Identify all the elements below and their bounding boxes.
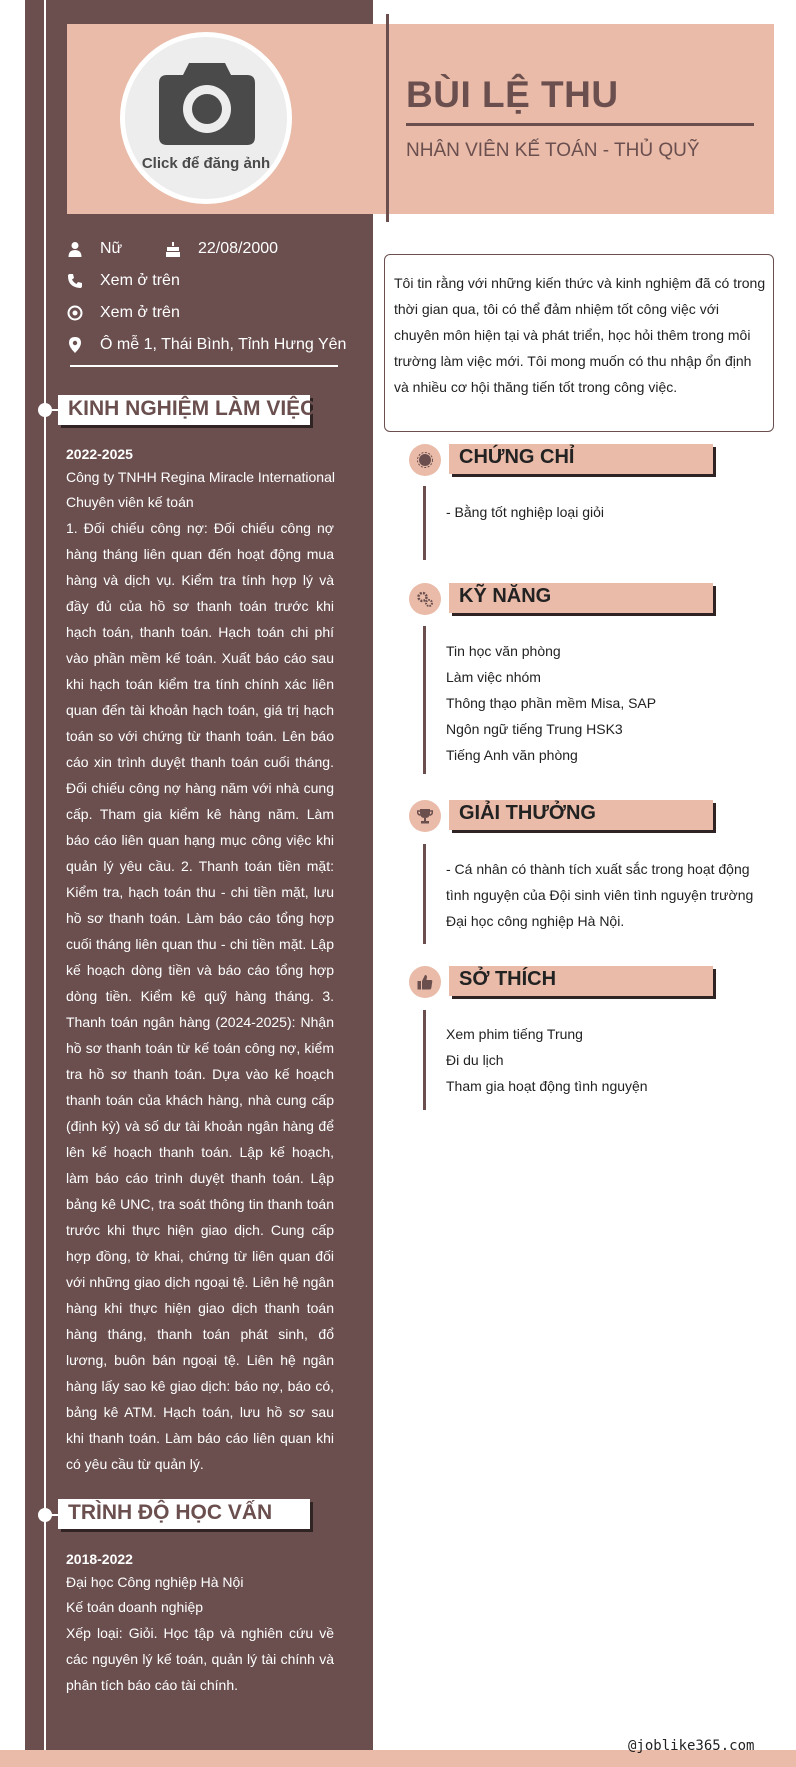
skill-item: Tin học văn phòng <box>446 643 561 659</box>
header-divider <box>386 14 389 222</box>
candidate-name: BÙI LỆ THU <box>406 74 619 115</box>
awards-icon-badge <box>409 800 441 832</box>
cake-icon <box>165 241 181 257</box>
experience-role: Chuyên viên kế toán <box>66 494 194 510</box>
photo-upload-label: Click để đăng ảnh <box>141 155 271 172</box>
trophy-icon <box>417 808 433 824</box>
birthday-value: 22/08/2000 <box>198 240 279 257</box>
section-line <box>423 626 426 774</box>
experience-company: Công ty TNHH Regina Miracle International <box>66 469 335 485</box>
site-watermark: @joblike365.com <box>628 1738 755 1754</box>
awards-title-text: GIẢI THƯỞNG <box>459 802 596 824</box>
awards-section-title <box>449 800 713 830</box>
name-divider <box>406 123 754 126</box>
section-line <box>423 1010 426 1110</box>
email-value: Xem ở trên <box>100 304 180 321</box>
experience-section-title <box>58 395 316 425</box>
certificate-item: - Bằng tốt nghiệp loại giỏi <box>446 504 604 520</box>
section-line <box>423 844 426 944</box>
certificate-icon-badge <box>409 444 441 476</box>
section-line <box>423 486 426 560</box>
experience-title-text: KINH NGHIỆM LÀM VIỆC <box>68 397 316 420</box>
contact-divider <box>70 365 338 367</box>
job-position: NHÂN VIÊN KẾ TOÁN - THỦ QUỸ <box>406 140 700 161</box>
hobbies-section-title <box>449 966 713 996</box>
timeline-tick <box>46 1514 58 1516</box>
skill-item: Ngôn ngữ tiếng Trung HSK3 <box>446 721 623 737</box>
gears-icon <box>417 591 433 607</box>
education-title-text: TRÌNH ĐỘ HỌC VẤN <box>68 1501 273 1524</box>
career-objective-box <box>384 254 774 432</box>
skills-title-text: KỸ NĂNG <box>459 585 552 607</box>
gender-value: Nữ <box>100 240 123 257</box>
education-description: Xếp loại: Giỏi. Học tập và nghiên cứu về các nguyên lý kế toán, quản lý tài chính và phân tích báo cáo tài chính. <box>66 1625 334 1693</box>
hobbies-icon-badge <box>409 966 441 998</box>
address-value: Ô mễ 1, Thái Bình, Tỉnh Hưng Yên <box>100 336 347 353</box>
hobby-item: Tham gia hoạt động tình nguyện <box>446 1078 648 1094</box>
career-objective-text: Tôi tin rằng với những kiến thức và kinh nghiệm đã có trong thời gian qua, tôi có thể đảm nhiệm tốt công việc với chuyên môn hiện tại và phát triển, học hỏi thêm trong môi trường làm việc mới. Tôi mong muốn có thu nhập ổn định và nhiều cơ hội thăng tiến tốt trong công việc. <box>394 275 766 395</box>
skills-section-title <box>449 583 713 613</box>
user-icon <box>67 241 83 257</box>
timeline-tick <box>46 409 58 411</box>
education-section-title <box>58 1499 310 1529</box>
award-text: - Cá nhân có thành tích xuất sắc trong hoạt động tình nguyện của Đội sinh viên tình nguyện trường Đại học công nghiệp Hà Nội. <box>446 861 754 929</box>
left-timeline-line <box>44 0 46 1767</box>
phone-icon <box>67 273 83 289</box>
skill-item: Thông thạo phần mềm Misa, SAP <box>446 695 657 711</box>
skill-item: Làm việc nhóm <box>446 669 541 685</box>
experience-period: 2022-2025 <box>66 446 133 462</box>
education-school: Đại học Công nghiệp Hà Nội <box>66 1574 244 1590</box>
skill-item: Tiếng Anh văn phòng <box>446 747 578 763</box>
education-major: Kế toán doanh nghiệp <box>66 1599 204 1615</box>
hobby-item: Đi du lịch <box>446 1052 504 1068</box>
certificates-title-text: CHỨNG CHỈ <box>459 446 575 468</box>
hobbies-title-text: SỞ THÍCH <box>459 968 557 990</box>
certificates-section-title <box>449 444 713 474</box>
skills-icon-badge <box>409 583 441 615</box>
hobby-item: Xem phim tiếng Trung <box>446 1026 583 1042</box>
avatar-upload[interactable] <box>120 32 292 204</box>
location-pin-icon <box>67 337 83 353</box>
education-period: 2018-2022 <box>66 1551 133 1567</box>
thumbs-up-icon <box>417 974 433 990</box>
experience-description: 1. Đối chiếu công nợ: Đối chiếu công nợ hàng tháng liên quan đến hoạt động mua hàng và dịch vụ. Kiểm tra tính hợp lý và đầy đủ của hồ sơ thanh toán trước khi hạch toán, thanh toán. Hạch toán chi phí vào phần mềm kế toán. Xuất báo cáo sau khi hạch toán kiểm tra tính chính xác liên quan đến tài khoản hạch toán, giá trị hạch toán so với chứng từ thanh toán. Lên báo cáo xin trình duyệt thanh toán cuối tháng. Đối chiếu công nợ hàng năm với nhà cung cấp. Tham gia kiểm kê hàng năm. Làm báo cáo liên quan hạng mục công việc khi quản lý yêu cầu. 2. Thanh toán tiền mặt: Kiểm tra, hạch toán thu - chi tiền mặt, lưu hồ sơ thanh toán. Làm báo cáo tổng hợp cuối tháng liên quan thu - chi tiền mặt. Lập kế hoạch dòng tiền và báo cáo tổng hợp dòng tiền. Kiểm kê quỹ hàng tháng. 3. Thanh toán ngân hàng (2024-2025): Nhận hồ sơ thanh toán từ kế toán công nợ, kiểm tra hồ sơ thanh toán. Dựa vào kế hoạch thanh toán của khách hàng, nhà cung cấp (định kỳ) và số dư tài khoản ngân hàng để lên kế hoạch thanh toán. Lập kế hoạch, làm báo cáo trình duyệt thanh toán. Lập bảng kê UNC, tra soát thông tin thanh toán trước khi thực hiện giao dịch. Cung cấp hợp đồng, tờ khai, chứng từ liên quan đối với những giao dịch ngoại tệ. Liên hệ ngân hàng khi thực hiện giao dịch thanh toán hàng tháng, thanh toán phát sinh, đổ lương, buôn bán ngoại tệ. Liên hệ ngân hàng lấy sao kê giao dịch: báo nợ, báo có, bảng kê ATM. Hạch toán, lưu hồ sơ sau khi thanh toán. Làm báo cáo liên quan khi có yêu cầu từ quản lý. <box>66 520 334 1472</box>
phone-value: Xem ở trên <box>100 272 180 289</box>
email-icon <box>67 305 83 321</box>
camera-icon <box>159 57 255 145</box>
certificate-icon <box>417 452 433 468</box>
